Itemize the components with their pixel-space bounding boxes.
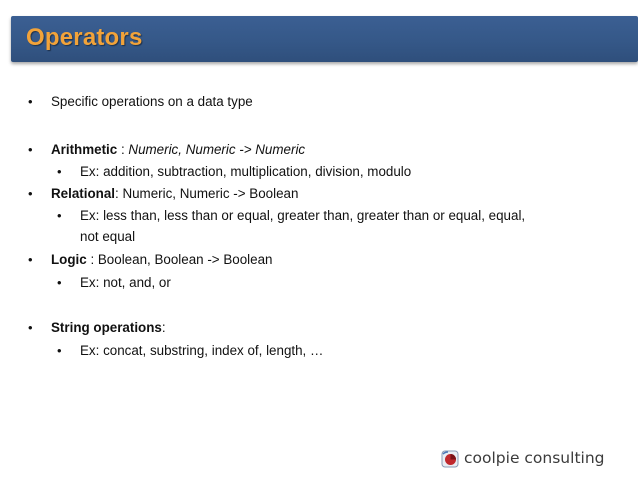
bullet-marker: • [28,94,33,109]
arithmetic-label: Arithmetic [51,142,118,157]
relational-example-line1: Ex: less than, less than or equal, greater than, greater than or equal, equal, [80,208,526,223]
bullet-marker: • [28,320,33,335]
arithmetic-signature: Numeric, Numeric -> Numeric [128,142,306,157]
sub-bullet-marker: • [57,343,62,358]
sub-bullet-marker: • [57,208,62,223]
bullet-relational [51,186,298,201]
bullet-arithmetic [51,142,305,157]
relational-label: Relational [51,186,115,201]
bullet-string-operations [51,320,166,335]
string-operations-colon: : [161,320,166,335]
relational-signature: : Numeric, Numeric -> Boolean [115,186,299,201]
sub-bullet-marker: • [57,275,62,290]
coolpie-logo-text: coolpie consulting [464,449,605,467]
string-operations-label: String operations [51,320,162,335]
relational-example-line2: not equal [80,229,136,244]
bullet-specific-operations: Specific operations on a data type [51,94,253,109]
string-operations-example: Ex: concat, substring, index of, length, … [80,343,324,358]
logic-example: Ex: not, and, or [80,275,171,290]
logic-label: Logic [51,252,87,267]
sub-bullet-marker: • [57,164,62,179]
arithmetic-example: Ex: addition, subtraction, multiplication, division, modulo [80,164,412,179]
arithmetic-separator: : [117,142,129,157]
slide-title: Operators [26,24,143,51]
coolpie-logo-icon [441,450,459,468]
bullet-logic [51,252,272,267]
bullet-marker: • [28,252,33,267]
logic-signature: : Boolean, Boolean -> Boolean [86,252,273,267]
bullet-marker: • [28,142,33,157]
bullet-marker: • [28,186,33,201]
